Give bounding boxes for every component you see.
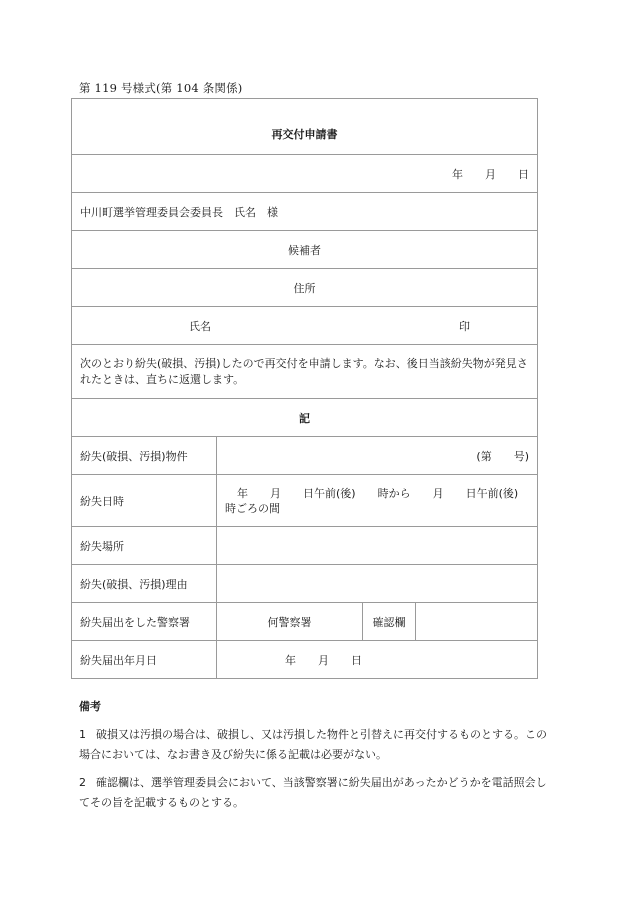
- datetime-label: 紛失日時: [72, 475, 217, 527]
- addressee: 中川町選挙管理委員会委員長 氏名 様: [72, 193, 538, 231]
- notes-section: [79, 697, 557, 821]
- declaration: 次のとおり紛失(破損、汚損)したので再交付を申請します。なお、後日当該紛失物が発見されたときは、直ちに返還します。: [72, 345, 538, 399]
- address-row: [72, 269, 538, 307]
- confirm-value: [416, 603, 538, 641]
- datetime-row: [72, 475, 538, 527]
- ki-row: [72, 399, 538, 437]
- date-line: 年 月 日: [72, 155, 538, 193]
- date-row: [72, 155, 538, 193]
- title-row: [72, 99, 538, 155]
- datetime-value-line2: 時ごろの間: [225, 501, 280, 515]
- datetime-value-line1: 年 月 日午前(後) 時から 月 日午前(後): [237, 486, 519, 500]
- place-label: 紛失場所: [72, 527, 217, 565]
- addressee-row: [72, 193, 538, 231]
- candidate-row: [72, 231, 538, 269]
- reason-label: 紛失(破損、汚損)理由: [72, 565, 217, 603]
- confirm-label: 確認欄: [363, 603, 416, 641]
- declaration-row: [72, 345, 538, 399]
- reason-row: [72, 565, 538, 603]
- note-text: 破損又は汚損の場合は、破損し、又は汚損した物件と引替えに再交付するものとする。この場合においては、なお書き及び紛失に係る記載は必要がない。: [79, 728, 547, 761]
- name-row: [72, 307, 538, 345]
- police-row: [72, 603, 538, 641]
- reason-value: [217, 565, 538, 603]
- report-date-value: 年 月 日: [285, 653, 362, 667]
- seal-label: 印: [459, 319, 470, 333]
- item-value: (第 号): [217, 437, 538, 475]
- place-row: [72, 527, 538, 565]
- report-date-row: [72, 641, 538, 679]
- note-number: 2: [79, 776, 86, 789]
- note-item: [79, 773, 557, 813]
- item-label: 紛失(破損、汚損)物件: [72, 437, 217, 475]
- note-text: 確認欄は、選挙管理委員会において、当該警察署に紛失届出があったかどうかを電話照会してその旨を記載するものとする。: [79, 776, 547, 809]
- police-value: 何警察署: [217, 603, 363, 641]
- place-value: [217, 527, 538, 565]
- form-number: 第 119 号様式(第 104 条関係): [79, 81, 243, 95]
- form-title: 再交付申請書: [271, 127, 338, 141]
- application-form-table: [71, 98, 538, 679]
- name-label: 氏名: [189, 319, 211, 333]
- address-label: 住所: [72, 269, 538, 307]
- report-date-label: 紛失届出年月日: [72, 641, 217, 679]
- ki-heading: 記: [72, 399, 538, 437]
- note-item: [79, 725, 557, 765]
- notes-title: 備考: [79, 700, 101, 713]
- police-label: 紛失届出をした警察署: [72, 603, 217, 641]
- item-row: [72, 437, 538, 475]
- candidate-label: 候補者: [72, 231, 538, 269]
- note-number: 1: [79, 728, 86, 741]
